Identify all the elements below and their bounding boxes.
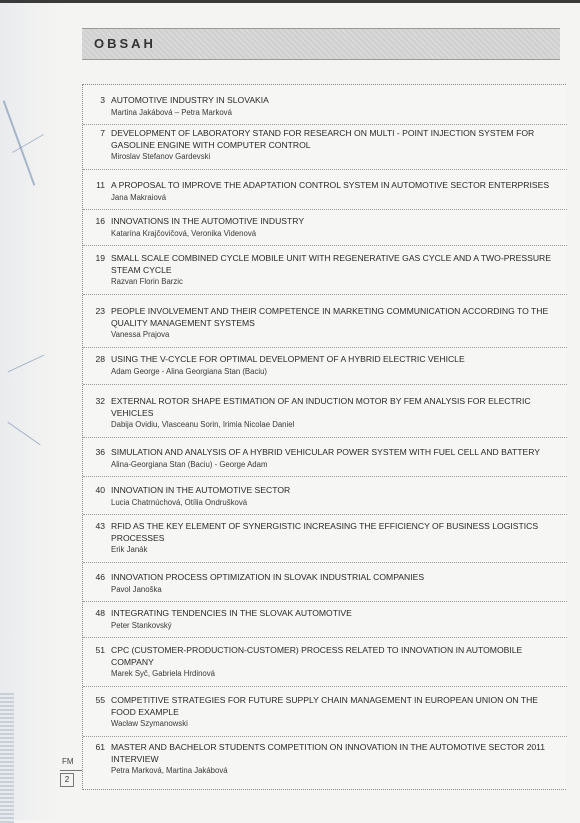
toc-entry — [83, 447, 567, 477]
toc-entry — [83, 742, 567, 783]
toc-entry-authors: Martina Jakábová – Petra Marková — [111, 107, 232, 117]
margin-mark — [7, 422, 40, 446]
toc-entry-authors: Marek Syč, Gabriela Hrdinová — [111, 669, 215, 678]
page-spine — [0, 693, 14, 823]
toc-entry — [83, 253, 567, 295]
toc-page-number: 28 — [95, 354, 105, 364]
toc-entry — [83, 354, 567, 385]
toc-entry-title: AUTOMOTIVE INDUSTRY IN SLOVAKIA — [111, 95, 269, 105]
toc-page-number: 11 — [96, 180, 105, 190]
toc-page-number: 51 — [95, 645, 105, 655]
toc-entry — [83, 216, 567, 246]
toc-entry — [83, 485, 567, 515]
toc-entry — [83, 608, 567, 638]
toc-page-number: 43 — [95, 521, 105, 531]
toc-entry-authors: Petra Marková, Martina Jakábová — [111, 766, 228, 775]
page-number: 2 — [60, 773, 74, 787]
toc-entry — [83, 645, 567, 687]
toc-page-number: 7 — [100, 128, 105, 138]
toc-entry-authors: Vanessa Prajova — [111, 330, 170, 339]
toc-entry-title: INNOVATION PROCESS OPTIMIZATION IN SLOVAK INDUSTRIAL COMPANIES — [111, 572, 425, 582]
toc-entry — [83, 95, 567, 125]
margin-mark — [3, 100, 36, 185]
toc-entry — [83, 572, 567, 602]
toc-list — [82, 84, 566, 790]
toc-entry — [83, 521, 567, 563]
toc-entry-authors: Miroslav Stefanov Gardevski — [111, 152, 211, 161]
toc-entry-authors: Razvan Florin Barzic — [111, 277, 183, 286]
toc-entry-title: INNOVATIONS IN THE AUTOMOTIVE INDUSTRY — [111, 216, 305, 226]
top-rule — [0, 0, 580, 3]
margin-mark — [8, 355, 45, 373]
toc-header — [82, 28, 560, 60]
toc-entry-authors: Alina-Georgiana Stan (Baciu) - George Adam — [111, 459, 268, 469]
toc-entry-authors: Katarína Krajčovičová, Veronika Videnová — [111, 228, 257, 238]
toc-entry — [83, 180, 567, 210]
toc-page-number: 46 — [95, 572, 105, 582]
toc-entry-authors: Pavol Janoška — [111, 584, 162, 594]
toc-entry-authors: Dabija Ovidiu, Vlasceanu Sorin, Irimia Nicolae Daniel — [111, 420, 295, 429]
toc-entry — [83, 128, 567, 170]
toc-page-number: 61 — [95, 742, 105, 752]
toc-page-number: 3 — [100, 95, 105, 105]
toc-entry — [83, 695, 567, 737]
toc-page-number: 19 — [95, 253, 105, 263]
toc-entry-title: INTEGRATING TENDENCIES IN THE SLOVAK AUTOMOTIVE — [111, 608, 352, 618]
toc-entry-title: RFID AS THE KEY ELEMENT OF SYNERGISTIC INCREASING THE EFFICIENCY OF BUSINESS LOGISTICS PROCESSES — [111, 521, 539, 543]
toc-page-number: 48 — [95, 608, 105, 618]
toc-entry-title: EXTERNAL ROTOR SHAPE ESTIMATION OF AN INDUCTION MOTOR BY FEM ANALYSIS FOR ELECTRIC VEHICLES — [111, 396, 531, 418]
toc-entry-title: DEVELOPMENT OF LABORATORY STAND FOR RESEARCH ON MULTI - POINT INJECTION SYSTEM FOR GASOLINE ENGINE WITH COMPUTER CONTROL — [111, 128, 535, 150]
toc-entry-title: INNOVATION IN THE AUTOMOTIVE SECTOR — [111, 485, 291, 495]
toc-entry-authors: Peter Stankovský — [111, 620, 172, 630]
toc-entry-title: COMPETITIVE STRATEGIES FOR FUTURE SUPPLY CHAIN MANAGEMENT IN EUROPEAN UNION ON THE FOOD EXAMPLE — [111, 695, 539, 717]
toc-page-number: 16 — [95, 216, 105, 226]
toc-entry-title: MASTER AND BACHELOR STUDENTS COMPETITION ON INNOVATION IN THE AUTOMOTIVE SECTOR 2011 INTERVIEW — [111, 742, 546, 764]
toc-entry-title: A PROPOSAL TO IMPROVE THE ADAPTATION CONTROL SYSTEM IN AUTOMOTIVE SECTOR ENTERPRISES — [111, 180, 550, 190]
toc-page-number: 32 — [95, 396, 105, 406]
toc-entry-title: SMALL SCALE COMBINED CYCLE MOBILE UNIT WITH REGENERATIVE GAS CYCLE AND A TWO-PRESSURE STEAM CYCLE — [111, 253, 551, 275]
journal-label: FM — [62, 757, 74, 766]
page-title: OBSAH — [94, 36, 156, 51]
toc-entry-authors: Jana Makraiová — [111, 192, 167, 202]
toc-page-number: 23 — [95, 306, 105, 316]
toc-entry-authors: Erik Janák — [111, 545, 148, 554]
toc-entry-title: USING THE V-CYCLE FOR OPTIMAL DEVELOPMENT OF A HYBRID ELECTRIC VEHICLE — [111, 354, 465, 364]
toc-page-number: 40 — [95, 485, 105, 495]
toc-entry-title: SIMULATION AND ANALYSIS OF A HYBRID VEHICULAR POWER SYSTEM WITH FUEL CELL AND BATTERY — [111, 447, 540, 457]
toc-page-number: 36 — [95, 447, 105, 457]
toc-entry — [83, 306, 567, 348]
toc-page-number: 55 — [95, 695, 105, 705]
toc-entry-title: CPC (CUSTOMER-PRODUCTION-CUSTOMER) PROCESS RELATED TO INNOVATION IN AUTOMOBILE COMPANY — [111, 645, 523, 667]
footer-rule — [60, 770, 82, 771]
toc-entry-authors: Wacław Szymanowski — [111, 719, 188, 728]
toc-entry-authors: Lucia Chatrnúchová, Otília Ondrušková — [111, 497, 248, 507]
toc-entry — [83, 396, 567, 438]
page-margin — [0, 3, 62, 820]
toc-entry-title: PEOPLE INVOLVEMENT AND THEIR COMPETENCE IN MARKETING COMMUNICATION ACCORDING TO THE QUALITY MANAGEMENT SYSTEMS — [111, 306, 549, 328]
toc-entry-authors: Adam George - Alina Georgiana Stan (Baciu) — [111, 366, 268, 376]
